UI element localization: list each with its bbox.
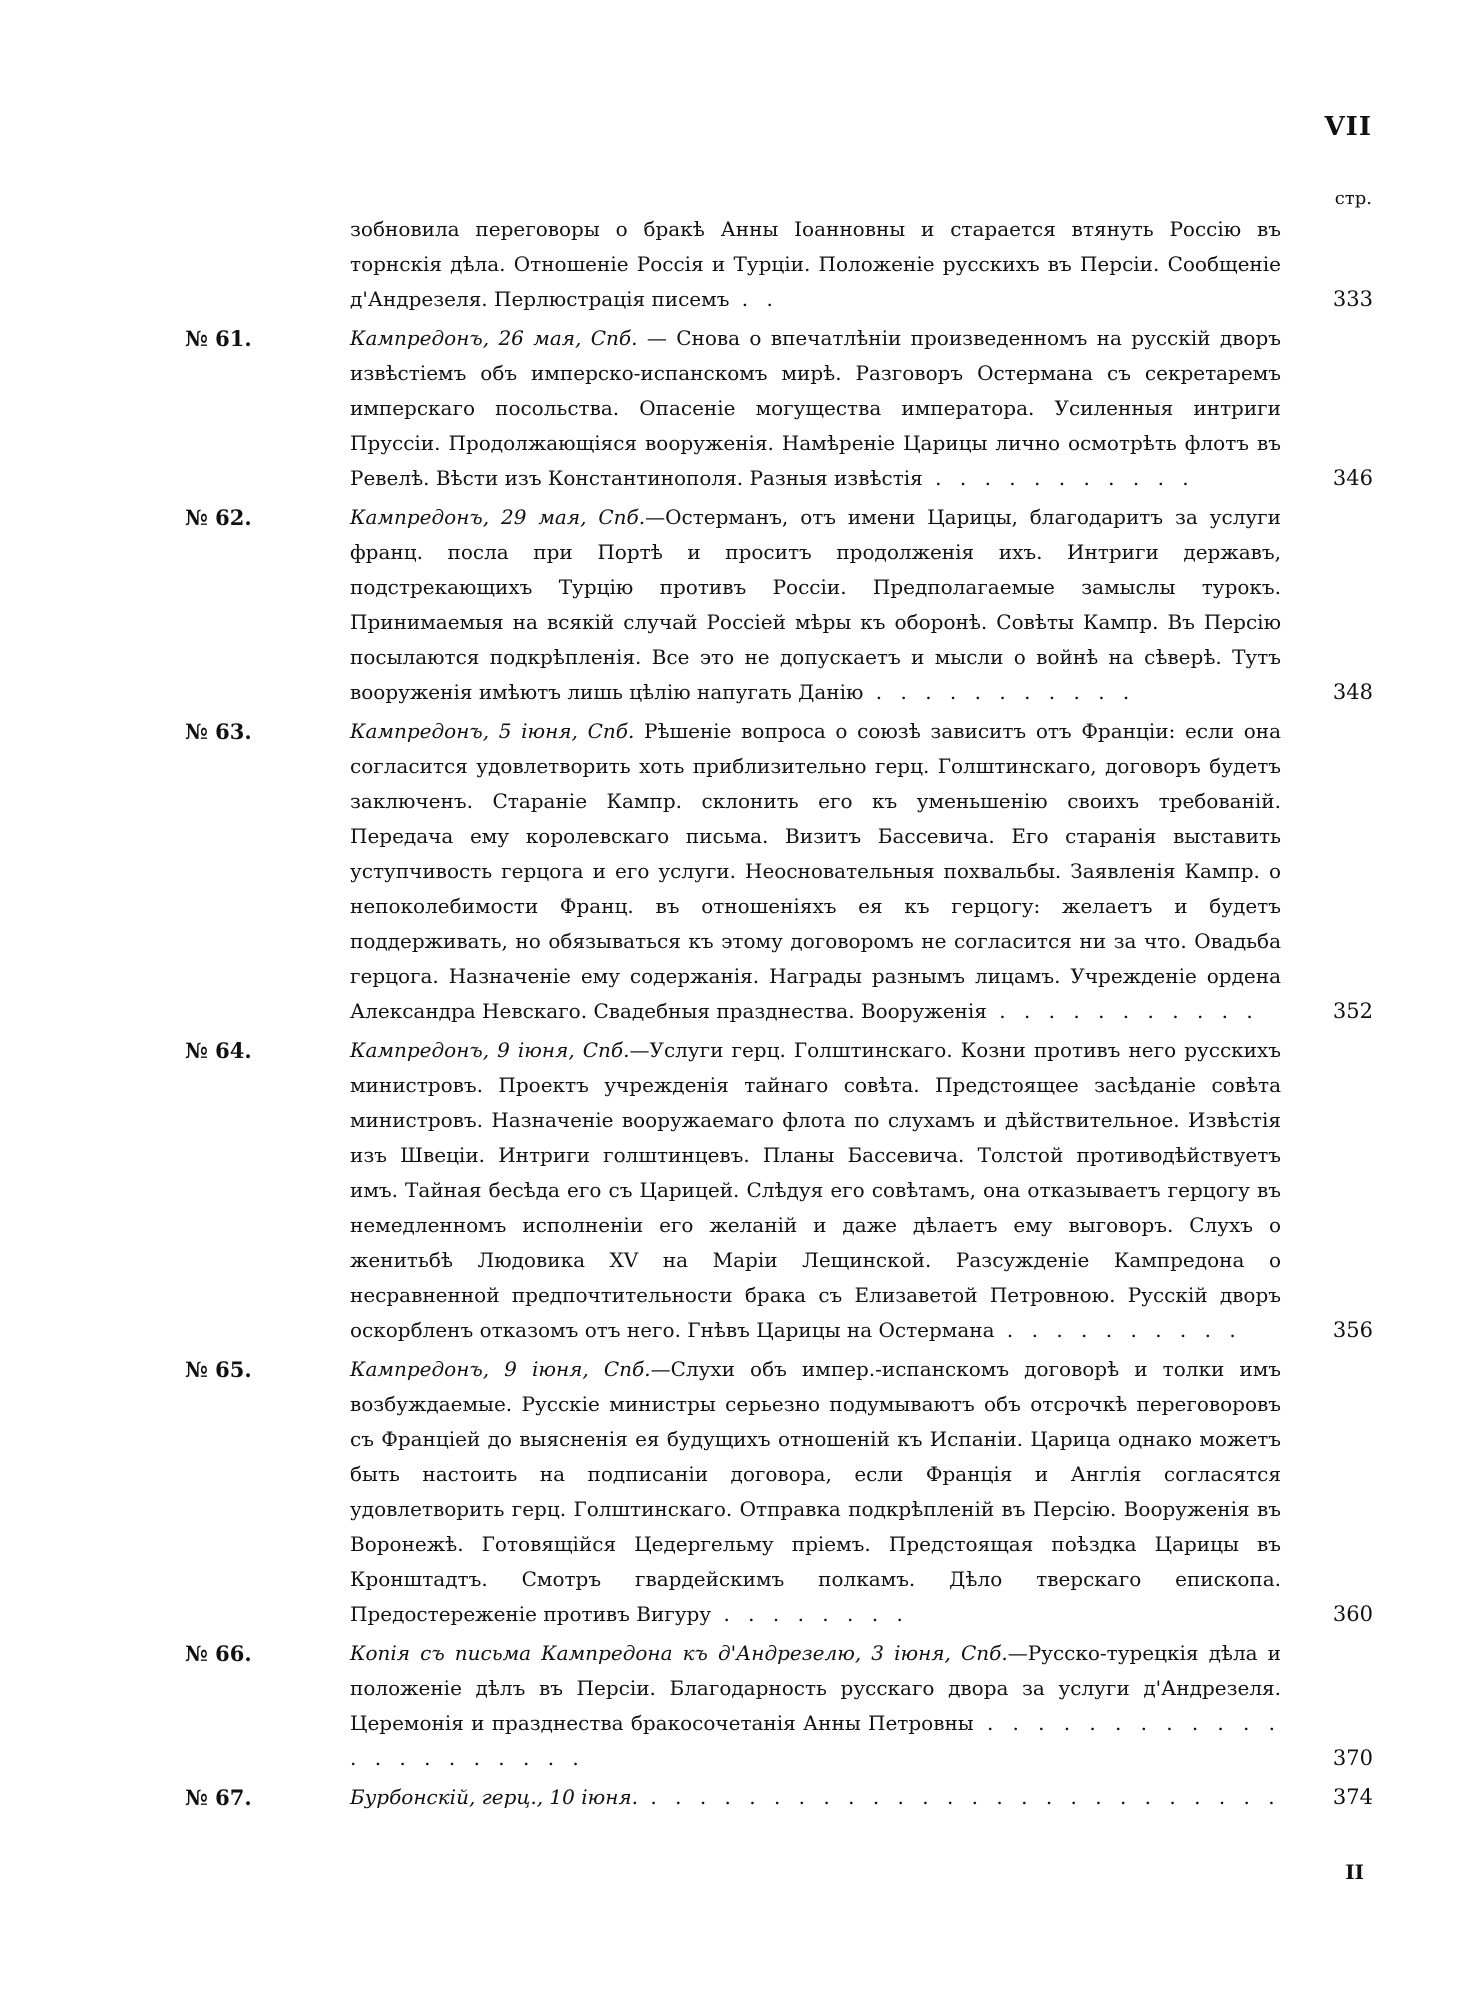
entry-dots: . . . . . . . . . . . <box>863 680 1136 704</box>
signature-mark: II <box>1345 1860 1364 1884</box>
toc-entry <box>185 1352 1373 1632</box>
entry-page: 352 <box>1332 999 1373 1023</box>
entry-heading: Кампредонъ, 9 іюня, Спб. <box>350 1038 630 1062</box>
entry-dots: . . . . . . . . . . . <box>986 999 1259 1023</box>
entry-heading: Кампредонъ, 26 мая, Спб. <box>350 326 638 350</box>
entry-dots: . . . . . . . . . . . <box>922 466 1195 490</box>
toc-entry <box>185 1033 1373 1348</box>
toc-entry <box>185 321 1373 496</box>
entry-number: № 66. <box>185 1641 252 1666</box>
entry-text: — Снова о впечатлѣніи произведенномъ на русскій дворъ извѣстіемъ объ имперско-испанскомъ мирѣ. Разговоръ Остермана съ секретаремъ имперскаго посольства. Опасеніе могущества императора. Усиленныя интриги Пруссіи. Продолжающіяся вооруженія. Намѣреніе Царицы лично осмотрѣть флотъ въ Ревелѣ. Вѣсти изъ Константинополя. Разныя извѣстія <box>350 326 1281 490</box>
entry-number: № 63. <box>185 719 252 744</box>
entry-number: № 65. <box>185 1357 252 1382</box>
entry-heading: Кампредонъ, 29 мая, Спб. <box>350 505 646 529</box>
page-number: VII <box>1324 112 1372 142</box>
entry-dots: . . <box>729 287 779 311</box>
toc-entry <box>185 1636 1373 1776</box>
entry-description <box>350 1352 1281 1632</box>
entry-page: 333 <box>1332 287 1373 311</box>
entry-page: 348 <box>1332 680 1373 704</box>
toc-entry <box>185 1780 1373 1815</box>
page-column-label: стр. <box>1334 188 1372 209</box>
entry-page: 370 <box>1332 1746 1373 1770</box>
entry-number: № 61. <box>185 326 252 351</box>
entry-heading: Копія съ письма Кампредона къ д'Андрезелю, 3 іюня, Спб. <box>350 1641 1008 1665</box>
entry-heading: Бурбонскій, герц., 10 іюня. <box>350 1785 639 1809</box>
entry-description <box>350 1780 1281 1815</box>
entry-description <box>350 212 1281 317</box>
entry-page: 360 <box>1332 1602 1373 1626</box>
toc-entry <box>185 714 1373 1029</box>
entry-description <box>350 321 1281 496</box>
table-of-contents <box>185 212 1373 1819</box>
entry-text: —Услуги герц. Голштинскаго. Козни противъ него русскихъ министровъ. Проектъ учрежденія тайнаго совѣта. Предстоящее засѣданіе совѣта министровъ. Назначеніе вооружаемаго флота по слухамъ и дѣйствительное. Извѣстія изъ Швеціи. Интриги голштинцевъ. Планы Бассевича. Толстой противодѣйствуетъ имъ. Тайная бесѣда его съ Царицей. Слѣдуя его совѣтамъ, она отказываетъ герцогу въ немедленномъ исполненіи его желаній и даже дѣлаетъ ему выговоръ. Слухъ о женитьбѣ Людовика XV на Маріи Лещинской. Разсужденіе Кампредона о несравненной предпочтительности брака съ Елизаветой Петровною. Русскій дворъ оскорбленъ отказомъ отъ него. Гнѣвъ Царицы на Остермана <box>350 1038 1281 1342</box>
toc-entry <box>185 500 1373 710</box>
toc-entry <box>185 212 1373 317</box>
entry-dots: . . . . . . . . . . . . . . . . . . . . . . . . . . <box>638 1785 1281 1809</box>
entry-dots: . . . . . . . . . . . . . . . . . . . . . . <box>350 1711 1282 1770</box>
entry-text: —Слухи объ импер.-испанскомъ договорѣ и толки имъ возбуждаемые. Русскіе министры серьезно подумываютъ объ отсрочкѣ переговоровъ съ Франціей до выясненія ея будущихъ отношеній къ Испаніи. Царица однако можетъ быть настоить на подписаніи договора, если Франція и Англія согласятся удовлетворить герц. Голштинскаго. Отправка подкрѣпленій въ Персію. Вооруженія въ Воронежѣ. Готовящійся Цедергельму пріемъ. Предстоящая поѣздка Царицы въ Кронштадтъ. Смотръ гвардейскимъ полкамъ. Дѣло тверскаго епископа. Предостереженіе противъ Вигуру <box>350 1357 1281 1626</box>
entry-description <box>350 1033 1281 1348</box>
entry-description <box>350 714 1281 1029</box>
entry-heading: Кампредонъ, 9 іюня, Спб. <box>350 1357 651 1381</box>
entry-dots: . . . . . . . . . . <box>994 1318 1242 1342</box>
entry-description <box>350 1636 1281 1776</box>
entry-dots: . . . . . . . . <box>711 1602 909 1626</box>
entry-text: Рѣшеніе вопроса о союзѣ зависитъ отъ Франціи: если она согласится удовлетворить хоть приблизительно герц. Голштинскаго, договоръ будетъ заключенъ. Стараніе Кампр. склонить его къ уменьшенію своихъ требованій. Передача ему королевскаго письма. Визитъ Бассевича. Его старанія выставить уступчивость герцога и его услуги. Неосновательныя похвальбы. Заявленія Кампр. о непоколебимости Франц. въ отношеніяхъ ея къ герцогу: желаетъ и будетъ поддерживать, но обязываться къ этому договоромъ не согласится ни за что. Овадьба герцога. Назначеніе ему содержанія. Награды разнымъ лицамъ. Учрежденіе ордена Александра Невскаго. Свадебныя празднества. Вооруженія <box>350 719 1281 1023</box>
entry-text: зобновила переговоры о бракѣ Анны Іоанновны и старается втянуть Россію въ торнскія дѣла. Отношеніе Россія и Турціи. Положеніе русскихъ въ Персіи. Сообщеніе д'Андрезеля. Перлюстрація писемъ <box>350 217 1281 311</box>
entry-page: 374 <box>1332 1785 1373 1809</box>
entry-page: 346 <box>1332 466 1373 490</box>
entry-number: № 64. <box>185 1038 252 1063</box>
entry-page: 356 <box>1332 1318 1373 1342</box>
entry-heading: Кампредонъ, 5 іюня, Спб. <box>350 719 635 743</box>
entry-number: № 62. <box>185 505 252 530</box>
entry-description <box>350 500 1281 710</box>
entry-number: № 67. <box>185 1785 252 1810</box>
entry-text: —Русско-турецкія дѣла и положеніе дѣлъ въ Персіи. Благодарность русскаго двора за услуги д'Андрезеля. Церемонія и празднества бракосочетанія Анны Петровны <box>350 1641 1281 1735</box>
entry-text: —Остерманъ, отъ имени Царицы, благодаритъ за услуги франц. посла при Портѣ и проситъ продолженія ихъ. Интриги державъ, подстрекающихъ Турцію противъ Россіи. Предполагаемые замыслы турокъ. Принимаемыя на всякій случай Россіей мѣры къ оборонѣ. Совѣты Кампр. Въ Персію посылаются подкрѣпленія. Все это не допускаетъ и мысли о войнѣ на сѣверѣ. Тутъ вооруженія имѣютъ лишь цѣлію напугать Данію <box>350 505 1281 704</box>
